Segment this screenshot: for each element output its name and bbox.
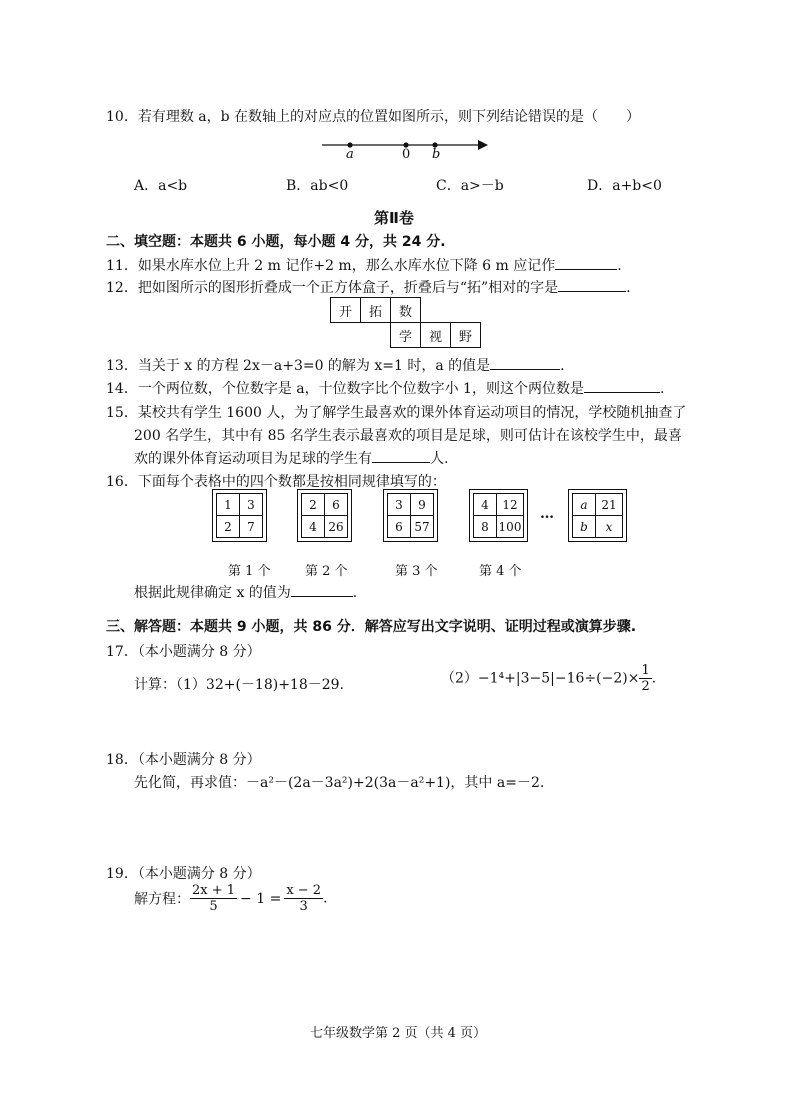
fraction-denominator: 3 [299,899,308,914]
q19-middle: − 1 = [240,890,282,907]
table-caption-4: 第 4 个 [479,564,522,579]
axis-label-a: a [346,147,354,162]
table-cell: 26 [325,516,348,538]
q19-end: . [323,890,328,907]
fraction-denominator: 2 [641,679,650,694]
q11-text: 11．如果水库水位上升 2 m 记作+2 m，那么水库水位下降 6 m 应记作 [106,258,556,274]
fraction-numerator: x − 2 [286,883,322,898]
q13-text: 13．当关于 x 的方程 2x－a+3=0 的解为 x=1 时，a 的值是 [106,358,491,374]
q17-part2-end: . [651,670,657,687]
table-cell: 6 [325,494,348,516]
q17-title: 17．（本小题满分 8 分） [106,644,261,660]
pattern-table-3 [383,489,438,542]
q15-line3 [134,448,448,468]
table-cell: 9 [411,494,434,516]
q13-end: . [560,358,565,374]
q14-answer-blank [584,378,660,393]
table-cell: 2 [217,516,240,538]
q12-answer-blank [558,277,626,292]
net-cell: 数 [391,298,421,323]
table-cell: 3 [240,494,263,516]
q18-text: 先化简，再求值：－a²－(2a－3a²)+2(3a－a²+1)，其中 a=－2. [134,775,545,791]
q12-text: 12．把如图所示的图形折叠成一个正方体盒子，折叠后与“拓”相对的字是 [106,280,559,296]
ellipsis: … [540,506,554,522]
q19-title: 19．（本小题满分 8 分） [106,866,261,882]
q10-option-b: B．ab<0 [286,178,349,194]
fraction-numerator: 2x + 1 [192,883,236,898]
q15-end: 人. [430,451,449,467]
cube-net [330,297,481,348]
q13 [106,355,565,375]
table-cell: 6 [388,516,411,538]
q10-option-a: A．a<b [134,178,188,194]
q15-line2: 200 名学生，其中有 85 名学生表示最喜欢的项目是足球，则可估计在该校学生中，最喜 [134,428,682,444]
table-cell: 4 [474,494,497,516]
section2-title: 第Ⅱ卷 [374,209,414,227]
table-cell: a [573,494,596,516]
table-cell: 2 [302,494,325,516]
q15-answer-blank [372,448,430,463]
net-cell: 学 [391,323,421,348]
q11-answer-blank [555,255,617,270]
q11-end: . [617,258,622,274]
q16-conclusion-text: 根据此规律确定 x 的值为 [134,585,291,601]
part2-header: 二、填空题：本题共 6 小题，每小题 4 分，共 24 分. [106,234,446,250]
fraction-numerator: 1 [641,663,650,678]
net-cell: 视 [421,323,451,348]
q19-rhs-fraction [284,883,323,914]
q16-end: . [352,585,358,601]
table-cell: 4 [302,516,325,538]
q13-answer-blank [490,355,560,370]
q11 [106,255,622,275]
table-cell: 21 [596,494,623,516]
table-cell: 12 [497,494,524,516]
table-caption-2: 第 2 个 [305,564,348,579]
q15-line3-text: 欢的课外体育运动项目为足球的学生有 [134,451,372,467]
q15-line1: 15．某校共有学生 1600 人，为了解学生最喜欢的课外体育运动项目的情况，学校随机抽查了 [106,405,687,421]
q14-text: 14．一个两位数，个位数字是 a，十位数字比个位数字小 1，则这个两位数是 [106,381,584,397]
q19-equation [134,883,328,914]
table-caption-3: 第 3 个 [395,564,438,579]
table-cell: 57 [411,516,434,538]
q17-part2-expr: −1⁴+|3−5|−16÷(−2)× [477,670,640,687]
q18-title: 18．（本小题满分 8 分） [106,752,261,768]
q14-end: . [659,381,665,397]
q17-part2 [441,663,656,694]
q19-prefix: 解方程： [134,891,190,908]
table-cell: 8 [474,516,497,538]
page-footer: 七年级数学第 2 页（共 4 页） [310,1026,487,1041]
q16-conclusion [134,582,357,602]
table-cell: 100 [497,516,524,538]
table-caption-1: 第 1 个 [228,564,271,579]
q10-option-c: C．a>－b [436,178,504,194]
table-cell: b [573,516,596,538]
table-cell: 3 [388,494,411,516]
q16-answer-blank [291,582,353,597]
net-cell: 野 [451,323,481,348]
q10-text: 10．若有理数 a，b 在数轴上的对应点的位置如图所示，则下列结论错误的是（ ） [106,109,641,125]
fraction-denominator: 5 [209,899,218,914]
q14 [106,378,664,398]
pattern-table-4 [469,489,528,542]
net-cell: 拓 [361,298,391,323]
q12 [106,277,631,297]
q19-lhs-fraction [190,883,237,914]
q12-end: . [626,280,631,296]
axis-label-b: b [432,147,441,162]
net-cell: 开 [331,298,361,323]
q16-text: 16．下面每个表格中的四个数都是按相同规律填写的： [106,474,446,490]
q17-part1: 计算：（1）32+(－18)+18－29. [134,677,344,693]
axis-label-zero: 0 [402,147,411,162]
table-cell: 7 [240,516,263,538]
pattern-table-5 [568,489,627,542]
table-cell: 1 [217,494,240,516]
pattern-table-2 [297,489,352,542]
table-cell: x [596,516,623,538]
q10-option-d: D．a+b<0 [587,178,662,194]
q17-part2-prefix: （2） [441,670,478,687]
pattern-table-1 [212,489,267,542]
part3-header: 三、解答题：本题共 9 小题，共 86 分．解答应写出文字说明、证明过程或演算步骤. [106,619,637,635]
q17-fraction [639,663,651,694]
